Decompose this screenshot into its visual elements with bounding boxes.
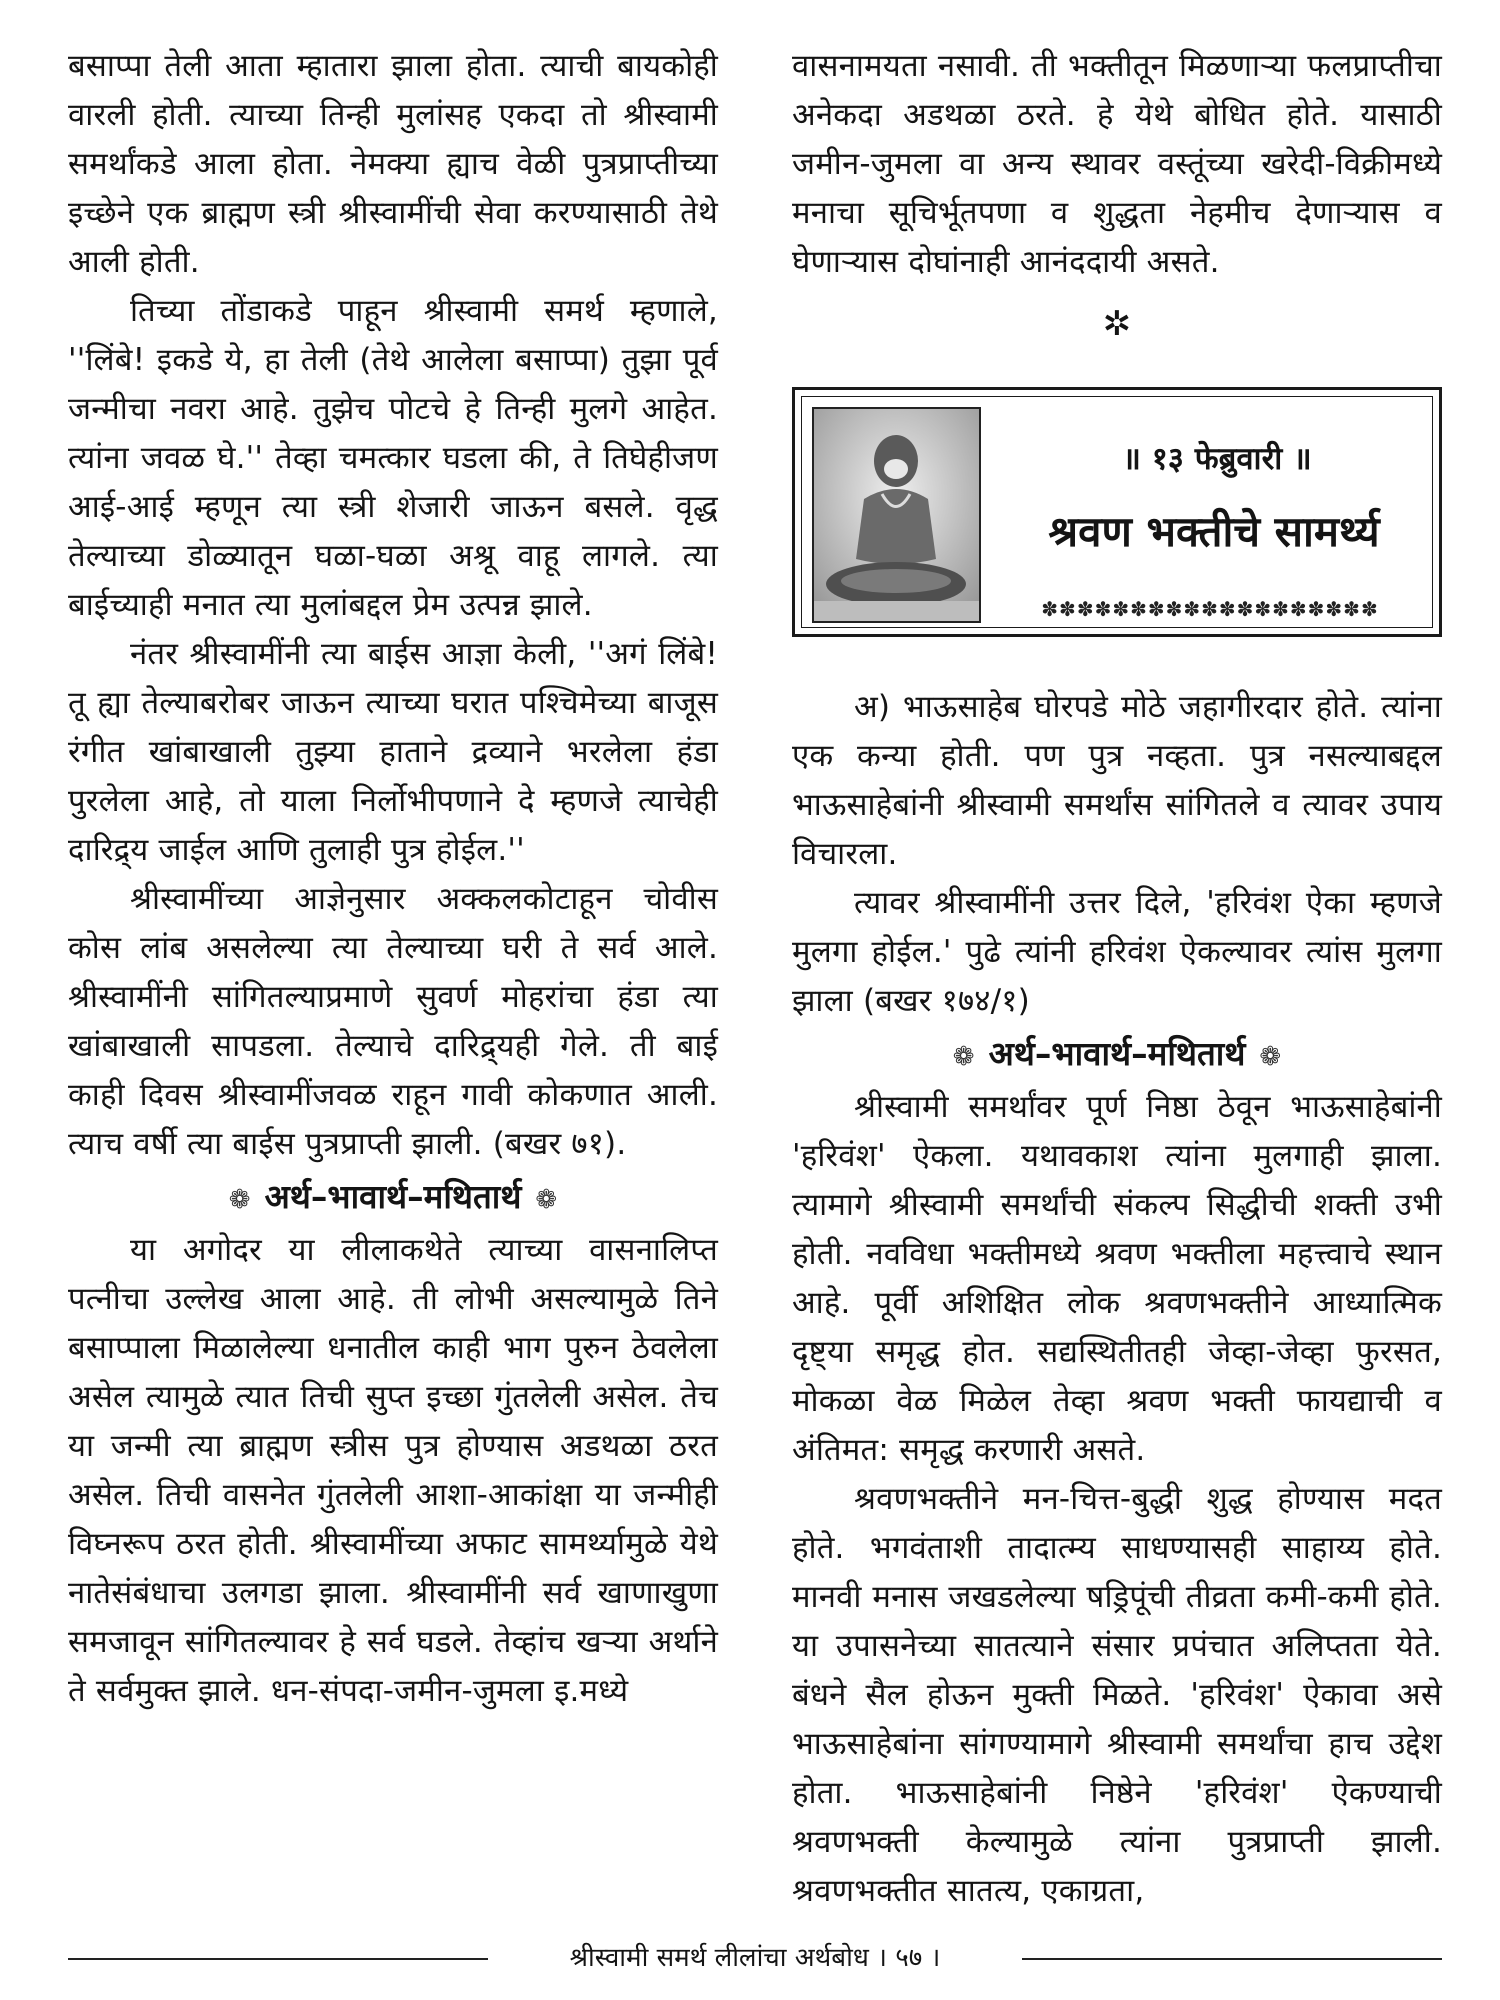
chapter-title-box [792, 387, 1442, 637]
paragraph: या अगोदर या लीलाकथेते त्याच्या वासनालिप्त पत्नीचा उल्लेख आला आहे. ती लोभी असल्यामुळे तिने बसाप्पाला मिळालेल्या धनातील काही भाग पुरुन ठेवलेला असेल त्यामुळे त्यात तिची सुप्त इच्छा गुंतलेली असेल. तेच या जन्मी त्या ब्राह्मण स्त्रीस पुत्र होण्यास अडथळा ठरत असेल. तिची वासनेत गुंतलेली आशा-आकांक्षा या जन्मीही विघ्नरूप ठरत होती. श्रीस्वामींच्या अफाट सामर्थ्यामुळे येथे नातेसंबंधाचा उलगडा झाला. श्रीस्वामींनी सर्व खाणाखुणा समजावून सांगितल्यावर हे सर्व घडले. तेव्हांच खऱ्या अर्थाने ते सर्वमुक्त झाले. धन-संपदा-जमीन-जुमला इ.मध्ये [68, 1232, 718, 1709]
subheading-text: अर्थ–भावार्थ–मथितार्थ [264, 1177, 522, 1216]
flower-ornament-icon: ❁ [228, 1185, 251, 1215]
page-footer [68, 1938, 1442, 1978]
paragraph: नंतर श्रीस्वामींनी त्या बाईस आज्ञा केली, ''अगं लिंबे! तू ह्या तेल्याबरोबर जाऊन त्याच्या घरात पश्चिमेच्या बाजूस रंगीत खांबाखाली तुझ्या हाताने द्रव्याने भरलेला हंडा पुरलेला आहे, तो याला निर्लोभीपणाने दे म्हणजे त्याचेही दारिद्र्य जाईल आणि तुलाही पुत्र होईल.'' [68, 636, 718, 868]
paragraph: वासनामयता नसावी. ती भक्तीतून मिळणाऱ्या फलप्राप्तीचा अनेकदा अडथळा ठरते. हे येथे बोधित होते. यासाठी जमीन-जुमला वा अन्य स्थावर वस्तूंच्या खरेदी-विक्रीमध्ये मनाचा सूचिर्भूतपणा व शुद्धता नेहमीच देणाऱ्यास व घेणाऱ्यास दोघांनाही आनंददायी असते. [792, 48, 1442, 280]
footer-rule [1022, 1958, 1442, 1960]
right-column [792, 42, 1442, 1916]
chapter-date: ॥ १३ फेब्रुवारी ॥ [1122, 441, 1312, 477]
flower-ornament-icon: ❁ [535, 1185, 558, 1215]
flower-ornament-icon: ❁ [1259, 1042, 1282, 1072]
paragraph: त्यावर श्रीस्वामींनी उत्तर दिले, 'हरिवंश ऐका म्हणजे मुलगा होईल.' पुढे त्यांनी हरिवंश ऐकल्यावर त्यांस मुलगा झाला (बखर १७४/१) [792, 885, 1442, 1019]
footer-rule [68, 1958, 488, 1960]
paragraph: श्रीस्वामींच्या आज्ञेनुसार अक्कलकोटाहून चोवीस कोस लांब असलेल्या त्या तेल्याच्या घरी ते सर्व आले. श्रीस्वामींनी सांगितल्याप्रमाणे सुवर्ण मोहरांचा हंडा त्या खांबाखाली सापडला. तेल्याचे दारिद्र्यही गेले. ती बाई काही दिवस श्रीस्वामींजवळ राहून गावी कोकणात आली. त्याच वर्षी त्या बाईस पुत्रप्राप्ती झाली. (बखर ७१). [68, 881, 718, 1162]
star-icon: ✲ [1102, 304, 1132, 344]
paragraph: बसाप्पा तेली आता म्हातारा झाला होता. त्याची बायकोही वारली होती. त्याच्या तिन्ही मुलांसह एकदा तो श्रीस्वामी समर्थांकडे आला होता. नेमक्या ह्याच वेळी पुत्रप्राप्तीच्या इच्छेने एक ब्राह्मण स्त्री श्रीस्वामींची सेवा करण्यासाठी तेथे आली होती. [68, 48, 718, 280]
paragraph: श्रवणभक्तीने मन-चित्त-बुद्धी शुद्ध होण्यास मदत होते. भगवंताशी तादात्म्य साधण्यासही साहाय्य होते. मानवी मनास जखडलेल्या षड्रिपूंची तीव्रता कमी-कमी होते. या उपासनेच्या सातत्याने संसार प्रपंचात अलिप्तता येते. बंधने सैल होऊन मुक्ती मिळते. 'हरिवंश' ऐकावा असे भाऊसाहेबांना सांगण्यामागे श्रीस्वामी समर्थांचा हाच उद्देश होता. भाऊसाहेबांनी निष्ठेने 'हरिवंश' ऐकण्याची श्रवणभक्ती केल्यामुळे त्यांना पुत्रप्राप्ती झाली. श्रवणभक्तीत सातत्य, एकाग्रता, [792, 1481, 1442, 1909]
left-column [68, 42, 718, 1716]
decorative-border-icon: ✽✽✽✽✽✽✽✽✽✽✽✽✽✽✽✽✽✽✽ [1041, 597, 1379, 621]
paragraph: श्रीस्वामी समर्थांवर पूर्ण निष्ठा ठेवून भाऊसाहेबांनी 'हरिवंश' ऐकला. यथावकाश त्यांना मुलगाही झाला. त्यामागे श्रीस्वामी समर्थांची संकल्प सिद्धीची शक्ती उभी होती. नवविधा भक्तीमध्ये श्रवण भक्तीला महत्त्वाचे स्थान आहे. पूर्वी अशिक्षित लोक श्रवणभक्तीने आध्यात्मिक दृष्ट्या समृद्ध होत. सद्यस्थितीतही जेव्हा-जेव्हा फुरसत, मोकळा वेळ मिळेल तेव्हा श्रवण भक्ती फायद्याची व अंतिमत: समृद्ध करणारी असते. [792, 1089, 1442, 1468]
footer-text: श्रीस्वामी समर्थ लीलांचा अर्थबोध । ५७ । [569, 1943, 941, 1973]
paragraph: अ) भाऊसाहेब घोरपडे मोठे जहागीरदार होते. त्यांना एक कन्या होती. पण पुत्र नव्हता. पुत्र नसल्याबद्दल भाऊसाहेबांनी श्रीस्वामी समर्थांस सांगितले व त्यावर उपाय विचारला. [792, 689, 1442, 872]
paragraph: तिच्या तोंडाकडे पाहून श्रीस्वामी समर्थ म्हणाले, ''लिंबे! इकडे ये, हा तेली (तेथे आलेला बसाप्पा) तुझा पूर्व जन्मीचा नवरा आहे. तुझेच पोटचे हे तिन्ही मुलगे आहेत. त्यांना जवळ घे.'' तेव्हा चमत्कार घडला की, ते तिघेहीजण आई-आई म्हणून त्या स्त्री शेजारी जाऊन बसले. वृद्ध तेल्याच्या डोळ्यातून घळा-घळा अश्रू वाहू लागले. त्या बाईच्याही मनात त्या मुलांबद्दल प्रेम उत्पन्न झाले. [68, 293, 718, 623]
subheading-text: अर्थ–भावार्थ–मथितार्थ [988, 1034, 1246, 1073]
chapter-title: श्रवण भक्तीचे सामर्थ्य [1048, 507, 1380, 556]
section-subheading [792, 1028, 1442, 1083]
section-subheading [68, 1171, 718, 1226]
seated-saint-portrait [812, 407, 981, 623]
flower-ornament-icon: ❁ [952, 1042, 975, 1072]
